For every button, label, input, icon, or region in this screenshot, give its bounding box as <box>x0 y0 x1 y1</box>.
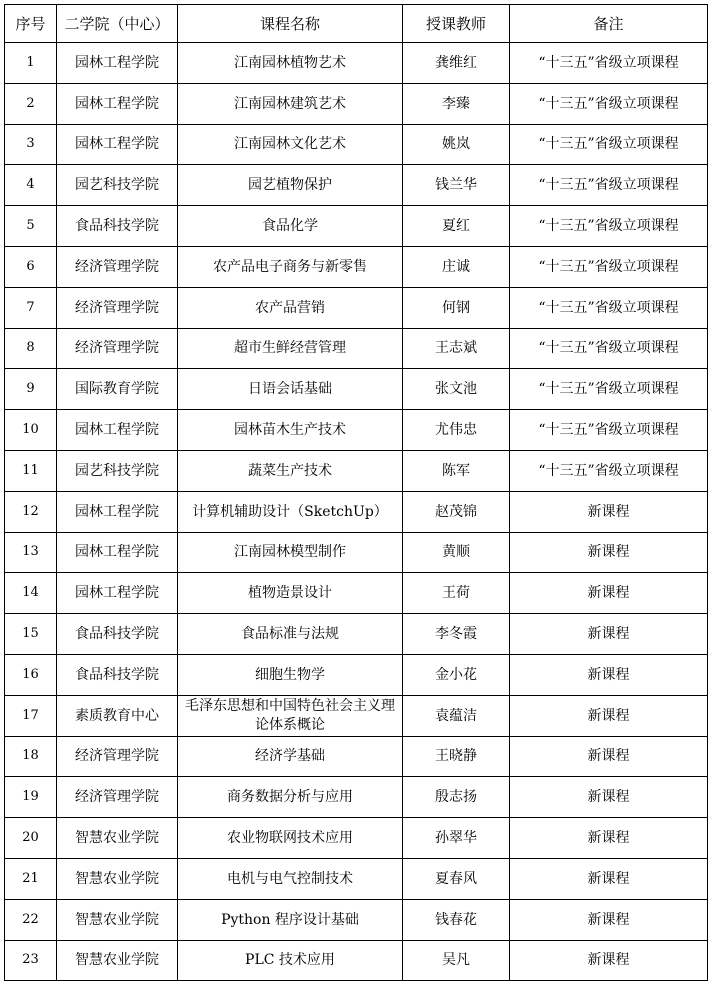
cell-index: 22 <box>5 899 57 940</box>
cell-index: 8 <box>5 328 57 369</box>
cell-course: 食品标准与法规 <box>178 614 403 655</box>
cell-teacher: 金小花 <box>403 654 510 695</box>
cell-index: 9 <box>5 369 57 410</box>
table-row <box>5 287 708 328</box>
cell-teacher: 钱兰华 <box>403 165 510 206</box>
table-row <box>5 940 708 981</box>
cell-index: 11 <box>5 450 57 491</box>
cell-course: 计算机辅助设计（SketchUp） <box>178 491 403 532</box>
cell-college: 园林工程学院 <box>57 124 178 165</box>
course-list-table <box>4 4 708 981</box>
cell-note: 新课程 <box>510 573 708 614</box>
cell-course: 园艺植物保护 <box>178 165 403 206</box>
cell-note: “十三五”省级立项课程 <box>510 410 708 451</box>
cell-course: 日语会话基础 <box>178 369 403 410</box>
table-row <box>5 573 708 614</box>
table-row <box>5 491 708 532</box>
cell-index: 21 <box>5 858 57 899</box>
cell-note: “十三五”省级立项课程 <box>510 328 708 369</box>
cell-teacher: 李冬霞 <box>403 614 510 655</box>
cell-teacher: 王荷 <box>403 573 510 614</box>
cell-note: “十三五”省级立项课程 <box>510 165 708 206</box>
cell-index: 15 <box>5 614 57 655</box>
cell-course: 植物造景设计 <box>178 573 403 614</box>
cell-college: 智慧农业学院 <box>57 899 178 940</box>
cell-teacher: 庄诚 <box>403 246 510 287</box>
table-row <box>5 450 708 491</box>
cell-course: 江南园林文化艺术 <box>178 124 403 165</box>
cell-college: 园林工程学院 <box>57 83 178 124</box>
header-teacher: 授课教师 <box>403 5 510 43</box>
cell-college: 食品科技学院 <box>57 654 178 695</box>
table-row <box>5 165 708 206</box>
cell-note: “十三五”省级立项课程 <box>510 450 708 491</box>
cell-course: 超市生鲜经营管理 <box>178 328 403 369</box>
cell-course: Python 程序设计基础 <box>178 899 403 940</box>
cell-course: 农产品营销 <box>178 287 403 328</box>
table-row <box>5 736 708 777</box>
table-row <box>5 369 708 410</box>
table-row <box>5 818 708 859</box>
cell-course: 食品化学 <box>178 206 403 247</box>
table-row <box>5 614 708 655</box>
cell-index: 19 <box>5 777 57 818</box>
cell-college: 园艺科技学院 <box>57 165 178 206</box>
cell-index: 17 <box>5 695 57 736</box>
cell-teacher: 吴凡 <box>403 940 510 981</box>
header-course: 课程名称 <box>178 5 403 43</box>
cell-index: 3 <box>5 124 57 165</box>
cell-college: 经济管理学院 <box>57 328 178 369</box>
cell-teacher: 尤伟忠 <box>403 410 510 451</box>
cell-college: 园林工程学院 <box>57 573 178 614</box>
cell-college: 素质教育中心 <box>57 695 178 736</box>
cell-college: 国际教育学院 <box>57 369 178 410</box>
cell-index: 18 <box>5 736 57 777</box>
cell-note: 新课程 <box>510 818 708 859</box>
cell-college: 园林工程学院 <box>57 491 178 532</box>
cell-course: 电机与电气控制技术 <box>178 858 403 899</box>
cell-college: 智慧农业学院 <box>57 818 178 859</box>
cell-teacher: 夏红 <box>403 206 510 247</box>
table-row <box>5 124 708 165</box>
header-index: 序号 <box>5 5 57 43</box>
cell-note: “十三五”省级立项课程 <box>510 83 708 124</box>
cell-index: 16 <box>5 654 57 695</box>
cell-college: 食品科技学院 <box>57 206 178 247</box>
cell-index: 7 <box>5 287 57 328</box>
cell-teacher: 袁蕴洁 <box>403 695 510 736</box>
cell-note: 新课程 <box>510 614 708 655</box>
cell-note: 新课程 <box>510 491 708 532</box>
cell-index: 20 <box>5 818 57 859</box>
header-note: 备注 <box>510 5 708 43</box>
cell-college: 智慧农业学院 <box>57 858 178 899</box>
cell-course: 园林苗木生产技术 <box>178 410 403 451</box>
cell-note: 新课程 <box>510 654 708 695</box>
cell-note: “十三五”省级立项课程 <box>510 369 708 410</box>
cell-index: 5 <box>5 206 57 247</box>
cell-note: 新课程 <box>510 695 708 736</box>
table-row <box>5 83 708 124</box>
table-row <box>5 328 708 369</box>
cell-college: 智慧农业学院 <box>57 940 178 981</box>
cell-college: 园林工程学院 <box>57 43 178 84</box>
cell-note: 新课程 <box>510 736 708 777</box>
cell-teacher: 姚岚 <box>403 124 510 165</box>
cell-teacher: 李臻 <box>403 83 510 124</box>
cell-note: “十三五”省级立项课程 <box>510 124 708 165</box>
cell-teacher: 黄顺 <box>403 532 510 573</box>
cell-note: 新课程 <box>510 777 708 818</box>
table-row <box>5 206 708 247</box>
cell-course: 江南园林建筑艺术 <box>178 83 403 124</box>
cell-course: 江南园林模型制作 <box>178 532 403 573</box>
cell-teacher: 张文池 <box>403 369 510 410</box>
cell-note: 新课程 <box>510 532 708 573</box>
table-row <box>5 410 708 451</box>
table-body <box>5 43 708 981</box>
cell-index: 23 <box>5 940 57 981</box>
cell-teacher: 钱春花 <box>403 899 510 940</box>
cell-teacher: 陈军 <box>403 450 510 491</box>
cell-index: 1 <box>5 43 57 84</box>
cell-college: 园林工程学院 <box>57 532 178 573</box>
cell-college: 园林工程学院 <box>57 410 178 451</box>
table-row <box>5 858 708 899</box>
table-row <box>5 43 708 84</box>
cell-course: 蔬菜生产技术 <box>178 450 403 491</box>
cell-note: “十三五”省级立项课程 <box>510 43 708 84</box>
cell-teacher: 赵茂锦 <box>403 491 510 532</box>
cell-course: 农产品电子商务与新零售 <box>178 246 403 287</box>
cell-college: 经济管理学院 <box>57 736 178 777</box>
cell-teacher: 王晓静 <box>403 736 510 777</box>
cell-index: 10 <box>5 410 57 451</box>
table-row <box>5 532 708 573</box>
cell-index: 12 <box>5 491 57 532</box>
cell-note: “十三五”省级立项课程 <box>510 287 708 328</box>
cell-college: 园艺科技学院 <box>57 450 178 491</box>
cell-index: 2 <box>5 83 57 124</box>
cell-note: “十三五”省级立项课程 <box>510 246 708 287</box>
course-list-table-container <box>4 4 708 981</box>
cell-teacher: 殷志扬 <box>403 777 510 818</box>
cell-index: 14 <box>5 573 57 614</box>
cell-index: 6 <box>5 246 57 287</box>
cell-college: 经济管理学院 <box>57 246 178 287</box>
cell-note: “十三五”省级立项课程 <box>510 206 708 247</box>
cell-note: 新课程 <box>510 940 708 981</box>
table-row <box>5 777 708 818</box>
cell-teacher: 龚维红 <box>403 43 510 84</box>
cell-note: 新课程 <box>510 899 708 940</box>
cell-teacher: 王志斌 <box>403 328 510 369</box>
cell-teacher: 夏春风 <box>403 858 510 899</box>
cell-course: 毛泽东思想和中国特色社会主义理论体系概论 <box>178 695 403 736</box>
cell-index: 13 <box>5 532 57 573</box>
table-row <box>5 246 708 287</box>
header-college: 二学院（中心） <box>57 5 178 43</box>
cell-note: 新课程 <box>510 858 708 899</box>
cell-course: PLC 技术应用 <box>178 940 403 981</box>
table-row <box>5 654 708 695</box>
cell-course: 商务数据分析与应用 <box>178 777 403 818</box>
table-header-row <box>5 5 708 43</box>
cell-course: 农业物联网技术应用 <box>178 818 403 859</box>
cell-college: 食品科技学院 <box>57 614 178 655</box>
cell-college: 经济管理学院 <box>57 777 178 818</box>
table-row <box>5 899 708 940</box>
cell-college: 经济管理学院 <box>57 287 178 328</box>
table-row <box>5 695 708 736</box>
cell-course: 经济学基础 <box>178 736 403 777</box>
cell-teacher: 何钢 <box>403 287 510 328</box>
cell-course: 细胞生物学 <box>178 654 403 695</box>
cell-course: 江南园林植物艺术 <box>178 43 403 84</box>
cell-index: 4 <box>5 165 57 206</box>
cell-teacher: 孙翠华 <box>403 818 510 859</box>
